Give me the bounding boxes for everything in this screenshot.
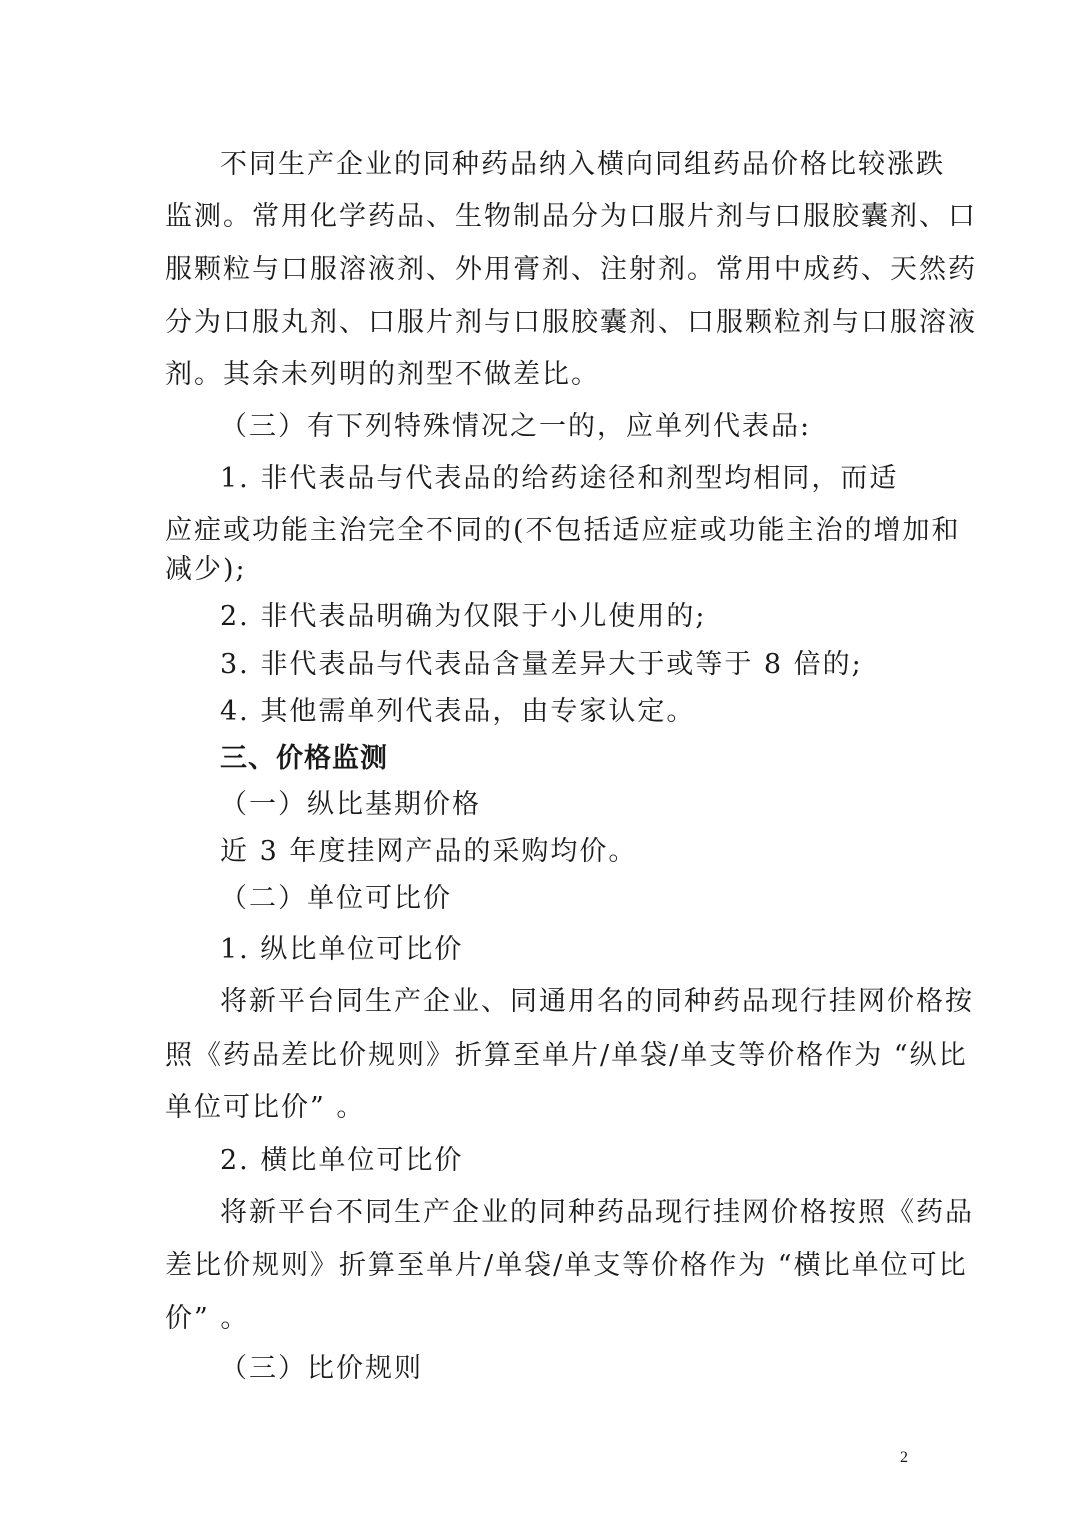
paragraph-line: 不同生产企业的同种药品纳入横向同组药品价格比较涨跌 — [220, 149, 945, 180]
paragraph-line: 监测。常用化学药品、生物制品分为口服片剂与口服胶囊剂、口 — [165, 201, 977, 232]
list-item: 2. 非代表品明确为仅限于小儿使用的; — [220, 601, 707, 632]
list-item: 3. 非代表品与代表品含量差异大于或等于 8 倍的; — [220, 649, 863, 680]
subsection-heading: （一）纵比基期价格 — [220, 789, 481, 820]
paragraph-line: 价” 。 — [165, 1303, 250, 1334]
paragraph-line: 近 3 年度挂网产品的采购均价。 — [220, 836, 638, 867]
paragraph-line: 差比价规则》折算至单片/单袋/单支等价格作为 “横比单位可比 — [165, 1250, 968, 1281]
paragraph-line: 照《药品差比价规则》折算至单片/单袋/单支等价格作为 “纵比 — [165, 1040, 968, 1071]
page-number: 2 — [900, 1449, 908, 1466]
section-heading: 三、价格监测 — [220, 743, 388, 774]
paragraph-line: 减少); — [165, 554, 247, 585]
list-item: 1. 非代表品与代表品的给药途径和剂型均相同，而适 — [220, 463, 899, 494]
paragraph-line: 分为口服丸剂、口服片剂与口服胶囊剂、口服颗粒剂与口服溶液 — [165, 307, 977, 338]
subsection-heading: （三）有下列特殊情况之一的，应单列代表品: — [220, 411, 812, 442]
paragraph-line: 将新平台不同生产企业的同种药品现行挂网价格按照《药品 — [220, 1197, 974, 1228]
list-item: 1. 纵比单位可比价 — [220, 934, 464, 965]
subsection-heading: （三）比价规则 — [220, 1353, 423, 1384]
paragraph-line: 应症或功能主治完全不同的(不包括适应症或功能主治的增加和 — [165, 515, 961, 546]
list-item: 4. 其他需单列代表品，由专家认定。 — [220, 696, 696, 727]
paragraph-line: 服颗粒与口服溶液剂、外用膏剂、注射剂。常用中成药、天然药 — [165, 254, 977, 285]
paragraph-line: 单位可比价” 。 — [165, 1092, 366, 1123]
paragraph-line: 将新平台同生产企业、同通用名的同种药品现行挂网价格按 — [220, 986, 974, 1017]
list-item: 2. 横比单位可比价 — [220, 1145, 464, 1176]
subsection-heading: （二）单位可比价 — [220, 883, 452, 914]
paragraph-line: 剂。其余未列明的剂型不做差比。 — [165, 359, 600, 390]
